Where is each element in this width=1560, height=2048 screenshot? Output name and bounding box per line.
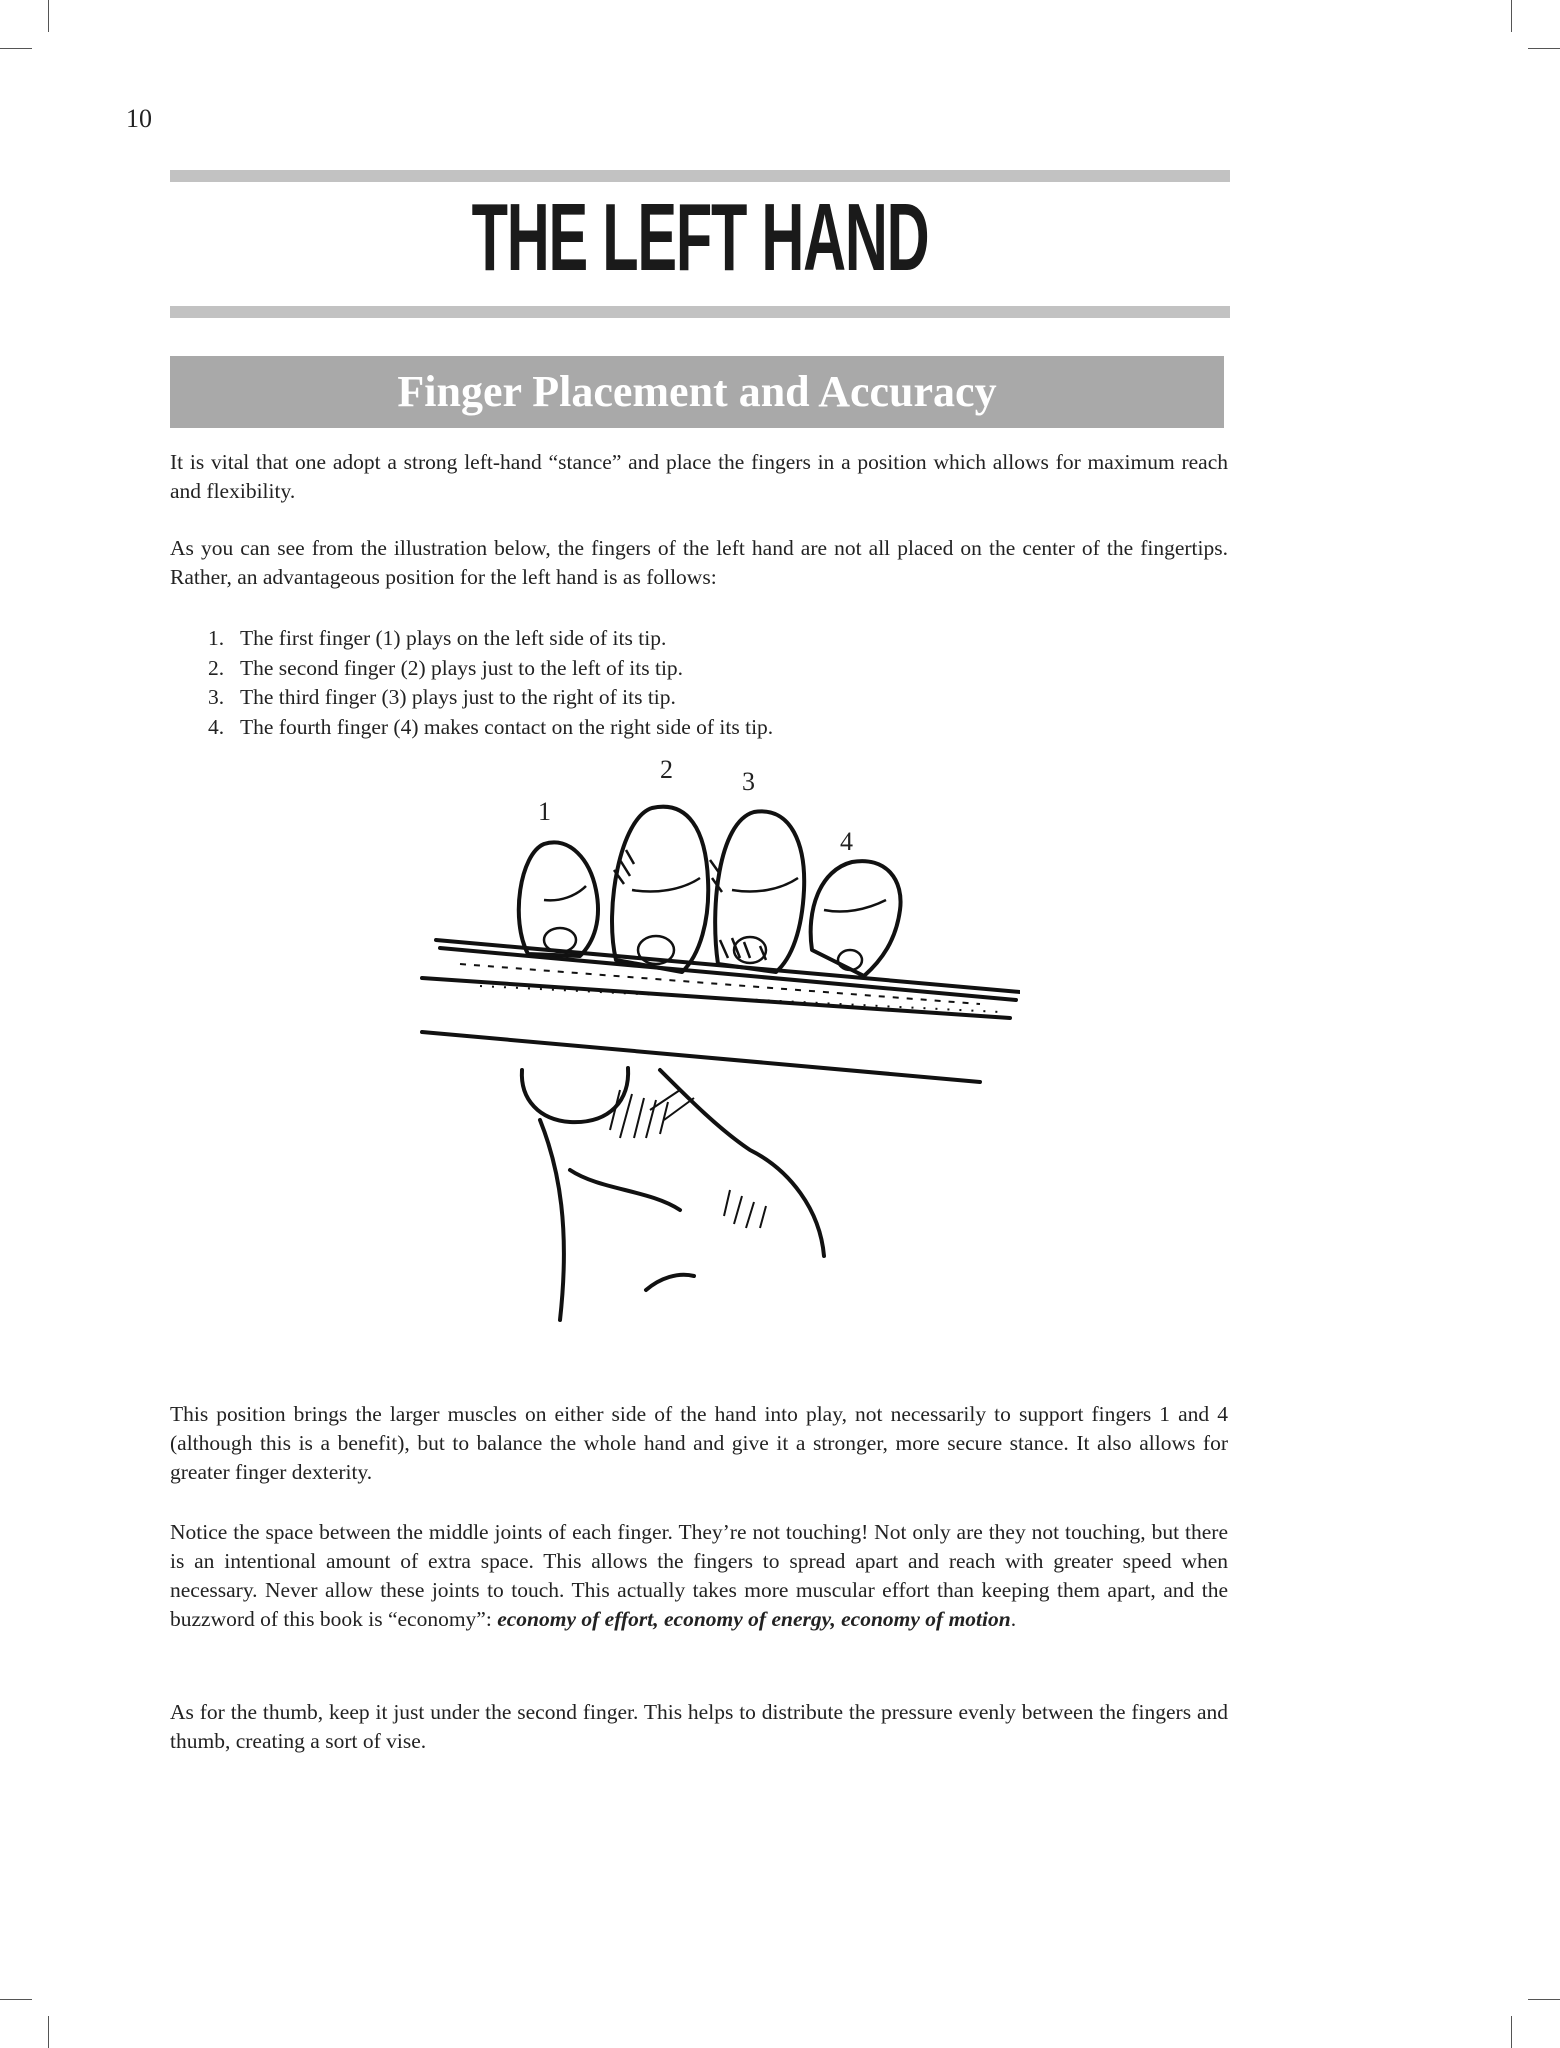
chapter-title: THE LEFT HAND [471, 184, 929, 291]
list-item [208, 683, 773, 713]
finger-label-2: 2 [660, 755, 673, 784]
list-item [208, 624, 773, 654]
thumb-paragraph: As for the thumb, keep it just under the second finger. This helps to distribute the pressure evenly between the fingers and thumb, creating a sort of vise. [170, 1700, 1228, 1753]
crop-mark [48, 0, 49, 32]
finger-label-4: 4 [840, 827, 853, 856]
crop-mark [1528, 1999, 1560, 2000]
finger-label-1: 1 [538, 797, 551, 826]
header-rule-bottom [170, 306, 1230, 318]
list-item [208, 713, 773, 743]
page-number: 10 [126, 104, 152, 133]
intro-paragraph: It is vital that one adopt a strong left-hand “stance” and place the fingers in a position which allows for maximum reach and flexibility. [170, 450, 1228, 503]
economy-emphasis: economy of effort, economy of energy, economy of motion [497, 1607, 1011, 1631]
list-number: 4. [208, 714, 225, 739]
space-text: Notice the space between the middle joints of each finger. They’re not touching! Not only are they not touching, but there is an intentional amount of extra space. This allows the fingers to spread apart and reach with greater speed when necessary. Never allow these joints to touch. This actually takes more muscular effort than keeping them apart, and the buzzword of this book is “economy”: [170, 1520, 1228, 1631]
finger-list [208, 624, 773, 742]
list-text: The third finger (3) plays just to the right of its tip. [240, 685, 676, 709]
list-text: The fourth finger (4) makes contact on the right side of its tip. [240, 714, 774, 739]
crop-mark [48, 2016, 49, 2048]
finger-label-3: 3 [742, 767, 755, 796]
position-paragraph: This position brings the larger muscles on either side of the hand into play, not necessarily to support fingers 1 and 4 (although this is a benefit), but to balance the whole hand and give it a stronger, more secure stance. It also allows for greater finger dexterity. [170, 1402, 1228, 1484]
crop-mark [1528, 48, 1560, 49]
list-text: The first finger (1) plays on the left side of its tip. [240, 626, 667, 650]
list-text: The second finger (2) plays just to the left of its tip. [240, 655, 684, 680]
space-paragraph [170, 1518, 1228, 1634]
header-rule-top [170, 170, 1230, 182]
list-item [208, 654, 773, 684]
crop-mark [1511, 0, 1512, 32]
illustration-paragraph: As you can see from the illustration below, the fingers of the left hand are not all placed on the center of the fingertips. Rather, an advantageous position for the left hand is as follows: [170, 536, 1228, 589]
crop-mark [1511, 2016, 1512, 2048]
list-number: 1. [208, 626, 225, 650]
crop-mark [0, 48, 32, 49]
crop-mark [0, 1999, 32, 2000]
space-text-end: . [1010, 1607, 1017, 1631]
section-title: Finger Placement and Accuracy [170, 356, 1224, 428]
list-number: 3. [208, 685, 225, 709]
left-hand-illustration [420, 750, 1020, 1330]
list-number: 2. [208, 655, 225, 680]
